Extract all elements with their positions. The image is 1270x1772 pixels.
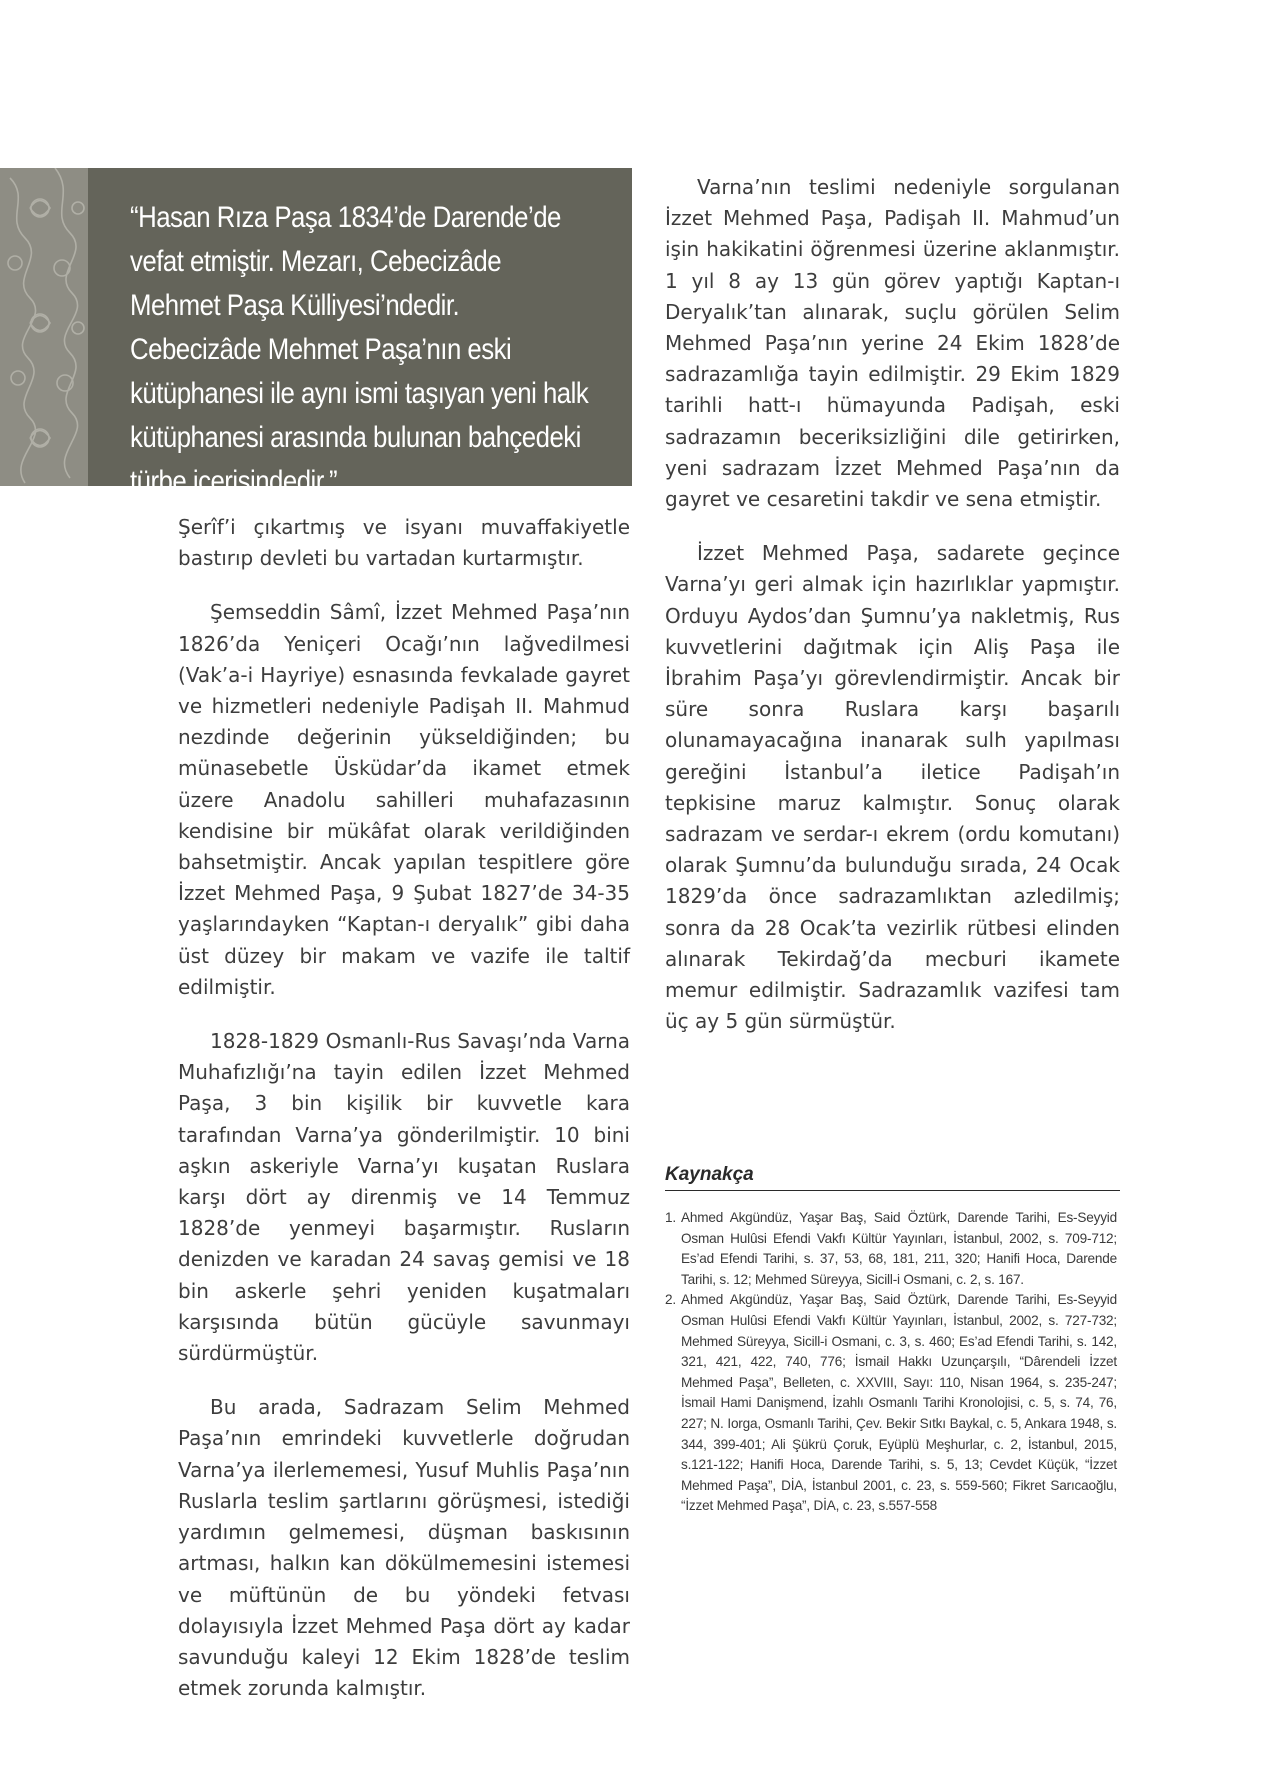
reference-text: Ahmed Akgündüz, Yaşar Baş, Said Öztürk, Darende Tarihi, Es-Seyyid Osman Hulûsi Efendi Vakfı Kültür Yayınları, İstanbul, 2002, s. 727-732; Mehmed Süreyya, Sicill-i Osmani, c. 3, s. 460; Es’ad Efendi Tarihi, s. 142, 321, 421, 422, 740, 776; İsmail Hakkı Uzunçarşılı, “Dârendeli İzzet Mehmed Paşa”, Belleten, c. XXVIII, Sayı: 110, Nisan 1964, s. 235-247; İsmail Hami Danişmend, İzahlı Osmanlı Tarihi Kronolojisi, c. 5, s. 74, 76, 227; N. Iorga, Osmanlı Tarihi, Çev. Bekir Sıtkı Baykal, c. 5, Ankara 1948, s. 344, 399-401; Ali Şükrü Çoruk, Eyüplü Meşhurlar, c. 2, İstanbul, 2015, s.121-122; Hanifi Hoca, Darende Tarihi, s. 5, 13; Cevdet Küçük, “İzzet Mehmed Paşa”, DİA, İstanbul 2001, c. 23, s. 559-560; Fikret Sarıcaoğlu, “İzzet Mehmed Paşa”, DİA, c. 23, s.557-558 — [681, 1292, 1117, 1514]
references-list — [665, 1208, 1117, 1517]
pull-quote-box — [88, 168, 632, 498]
paragraph: İzzet Mehmed Paşa, sadarete geçince Varna’yı geri almak için hazırlıklar yapmıştır. Orduyu Aydos’dan Şumnu’ya nakletmiş, Rus kuvvetlerini dağıtmak için Aliş Paşa ile İbrahim Paşa’yı görevlendirmiştir. Ancak bir süre sonra Ruslara karşı başarılı olunamayacağına inanarak sulh yapılması gereğini İstanbul’a iletice Padişah’ın tepkisine maruz kalmıştır. Sonuç olarak sadrazam ve serdar-ı ekrem (ordu komutanı) olarak Şumnu’da bulunduğu sırada, 24 Ocak 1829’da önce sadrazamlıktan azledilmiş; sonra da 28 Ocak’ta vezirlik rütbesi elinden alınarak Tekirdağ’da mecburi ikamete memur edilmiştir. Sadrazamlık vazifesi tam üç ay 5 gün sürmüştür. — [665, 541, 1120, 1034]
paragraph: Varna’nın teslimi nedeniyle sorgulanan İzzet Mehmed Paşa, Padişah II. Mahmud’un işin hakikatini öğrenmesi üzerine aklanmıştır. 1 yıl 8 ay 13 gün görev yaptığı Kaptan-ı Deryalık’tan alınarak, suçlu görülen Selim Mehmed Paşa’nın yerine 24 Ekim 1828’de sadrazamlığa tayin edilmiştir. 29 Ekim 1829 tarihli hatt-ı hümayunda Padişah, eski sadrazamın beceriksizliğini dile getirirken, yeni sadrazam İzzet Mehmed Paşa’nın da gayret ve cesaretini takdir ve sena etmiştir. — [665, 175, 1120, 512]
reference-item — [665, 1208, 1117, 1290]
right-text-column — [665, 172, 1120, 1060]
reference-text: Ahmed Akgündüz, Yaşar Baş, Said Öztürk, Darende Tarihi, Es-Seyyid Osman Hulûsi Efendi Vakfı Kültür Yayınları, İstanbul, 2002, s. 709-712; Es’ad Efendi Tarihi, s. 37, 53, 68, 181, 211, 320; Hanifi Hoca, Darende Tarihi, s. 12; Mehmed Süreyya, Sicill-i Osmani, c. 2, s. 167. — [681, 1210, 1117, 1287]
left-text-column — [178, 512, 630, 1727]
pull-quote-text: “Hasan Rıza Paşa 1834’de Darende’de vefat etmiştir. Mezarı, Cebecizâde Mehmet Paşa Külliyesi’ndedir. Cebecizâde Mehmet Paşa’nın eski kütüphanesi ile aynı ismi taşıyan yeni halk kütüphanesi arasında bulunan bahçedeki türbe içerisindedir.” — [130, 201, 589, 498]
reference-number: 1. — [665, 1210, 676, 1225]
paragraph: Şemseddin Sâmî, İzzet Mehmed Paşa’nın 1826’da Yeniçeri Ocağı’nın lağvedilmesi (Vak’a-i Hayriye) esnasında fevkalade gayret ve hizmetleri nedeniyle Padişah II. Mahmud nezdinde değerinin yükseldiğinden; bu münasebetle Üsküdar’da ikamet etmek üzere Anadolu sahilleri muhafazasının kendisine bir mükâfat olarak verildiğinden bahsetmiştir. Ancak yapılan tespitlere göre İzzet Mehmed Paşa, 9 Şubat 1827’de 34-35 yaşlarındayken “Kaptan-ı deryalık” gibi daha üst düzey bir makam ve vazife ile taltif edilmiştir. — [178, 600, 630, 999]
floral-pattern-icon — [0, 168, 88, 486]
paragraph: Bu arada, Sadrazam Selim Mehmed Paşa’nın emrindeki kuvvetlerle doğrudan Varna’ya ilerlememesi, Yusuf Muhlis Paşa’nın Ruslarla teslim şartlarını görüşmesi, istediği yardımın gelmemesi, düşman baskısının artması, halkın kan dökülmemesini istemesi ve müftünün de bu yöndeki fetvası dolayısıyla İzzet Mehmed Paşa dört ay kadar savunduğu kaleyi 12 Ekim 1828’de teslim etmek zorunda kalmıştır. — [178, 1395, 630, 1701]
references-heading: Kaynakça — [665, 1164, 1120, 1191]
reference-item — [665, 1290, 1117, 1517]
floral-ornament-panel — [0, 168, 88, 486]
reference-number: 2. — [665, 1292, 676, 1308]
paragraph: 1828-1829 Osmanlı-Rus Savaşı’nda Varna Muhafızlığı’na tayin edilen İzzet Mehmed Paşa, 3 bin kişilik bir kuvvetle kara tarafından Varna’ya gönderilmiştir. 10 bini aşkın askeriyle Varna’yı kuşatan Ruslara karşı dört ay direnmiş ve 14 Temmuz 1828’de yenmeyi başarmıştır. Rusların denizden ve karadan 24 savaş gemisi ve 18 bin askerle şehri yeniden kuşatmaları karşısında bütün gücüyle savunmayı sürdürmüştür. — [178, 1029, 630, 1366]
paragraph: Şerîf’i çıkartmış ve isyanı muvaffakiyetle bastırıp devleti bu vartadan kurtarmıştır. — [178, 515, 630, 571]
